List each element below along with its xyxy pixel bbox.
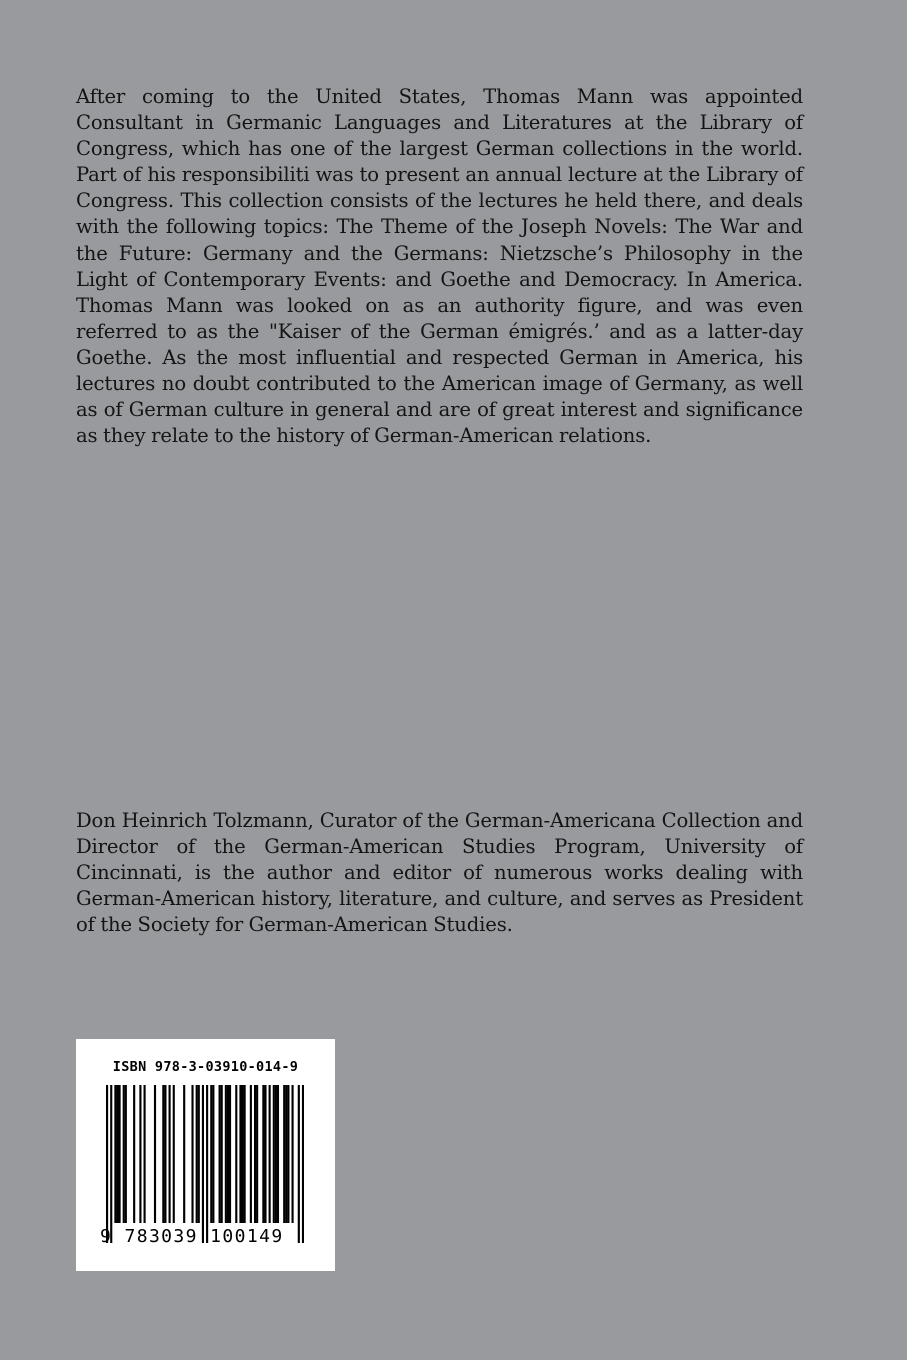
- barcode-bar: [106, 1085, 108, 1243]
- barcode-bar: [210, 1085, 212, 1223]
- barcode-bar: [269, 1085, 271, 1223]
- barcode-bar: [119, 1085, 121, 1223]
- barcode-bar: [139, 1085, 141, 1223]
- barcode-panel: [76, 1039, 335, 1271]
- barcode-bar: [225, 1085, 227, 1223]
- barcode-bar: [302, 1085, 304, 1243]
- barcode-bar: [191, 1085, 193, 1223]
- barcode-bar: [125, 1085, 127, 1223]
- barcode-bar: [183, 1085, 185, 1223]
- barcode-bar: [256, 1085, 258, 1223]
- barcode-bar: [144, 1085, 146, 1223]
- book-description: After coming to the United States, Thomas Mann was appointed Consultant in Germanic Languages and Literatures at the Library of Congress, which has one of the largest German collections in the world. Part of his responsibiliti was to present an annual lecture at the Library of Congress. This collection consists of the lectures he held there, and deals with the following topics: The Theme of the Joseph Novels: The War and the Future: Germany and the Germans: Nietzsche’s Philosophy in the Light of Contemporary Events: and Goethe and Democracy. In America. Thomas Mann was looked on as an authority figure, and was even referred to as the "Kaiser of the German émigrés.’ and as a latter-day Goethe. As the most influential and respected German in America, his lectures no doubt contributed to the American image of Germany, as well as of German culture in general and are of great interest and significance as they relate to the history of German-American relations.: [76, 85, 803, 448]
- barcode-bar: [275, 1085, 277, 1223]
- barcode-bar: [173, 1085, 175, 1223]
- barcode-bar: [250, 1085, 252, 1223]
- barcode-bar: [206, 1085, 208, 1243]
- barcode-bar: [219, 1085, 221, 1223]
- barcode-bar: [169, 1085, 171, 1223]
- barcode-bar: [110, 1085, 112, 1243]
- barcode-bar: [133, 1085, 135, 1223]
- barcode-bar: [283, 1085, 285, 1223]
- barcode-bar: [277, 1085, 279, 1223]
- barcode-bar: [262, 1085, 264, 1223]
- barcode-bar: [116, 1085, 118, 1223]
- barcode-bar: [244, 1085, 246, 1223]
- barcode-digits: 9 783039 100149: [100, 1226, 284, 1247]
- barcode-bar: [227, 1085, 229, 1223]
- isbn-label: ISBN 978-3-03910-014-9: [112, 1059, 299, 1075]
- barcode-bar: [273, 1085, 275, 1223]
- barcode-bar: [287, 1085, 289, 1223]
- barcode-bar: [235, 1085, 237, 1223]
- barcode-bar: [164, 1085, 166, 1223]
- barcode-bar: [154, 1085, 156, 1223]
- barcode-bar: [221, 1085, 223, 1223]
- barcode-bar: [254, 1085, 256, 1223]
- barcode-bar: [229, 1085, 231, 1223]
- barcode-bar: [198, 1085, 200, 1223]
- barcode-bar: [298, 1085, 300, 1243]
- barcode-bar: [239, 1085, 241, 1223]
- barcode-bar: [196, 1085, 198, 1223]
- author-bio: Don Heinrich Tolzmann, Curator of the German-Americana Collection and Director of the German-American Studies Program, University of Cincinnati, is the author and editor of numerous works dealing with German-American history, literature, and culture, and serves as President of the Society for German-American Studies.: [76, 809, 803, 937]
- barcode-bar: [212, 1085, 214, 1223]
- barcode-bar: [241, 1085, 243, 1223]
- barcode-bar: [202, 1085, 204, 1243]
- barcode-bar: [114, 1085, 116, 1223]
- barcode-bar: [162, 1085, 164, 1223]
- barcode-bar: [291, 1085, 293, 1223]
- barcode-bar: [264, 1085, 266, 1223]
- barcode-bar: [285, 1085, 287, 1223]
- barcode-bars: [106, 1085, 304, 1243]
- barcode-bar: [123, 1085, 125, 1223]
